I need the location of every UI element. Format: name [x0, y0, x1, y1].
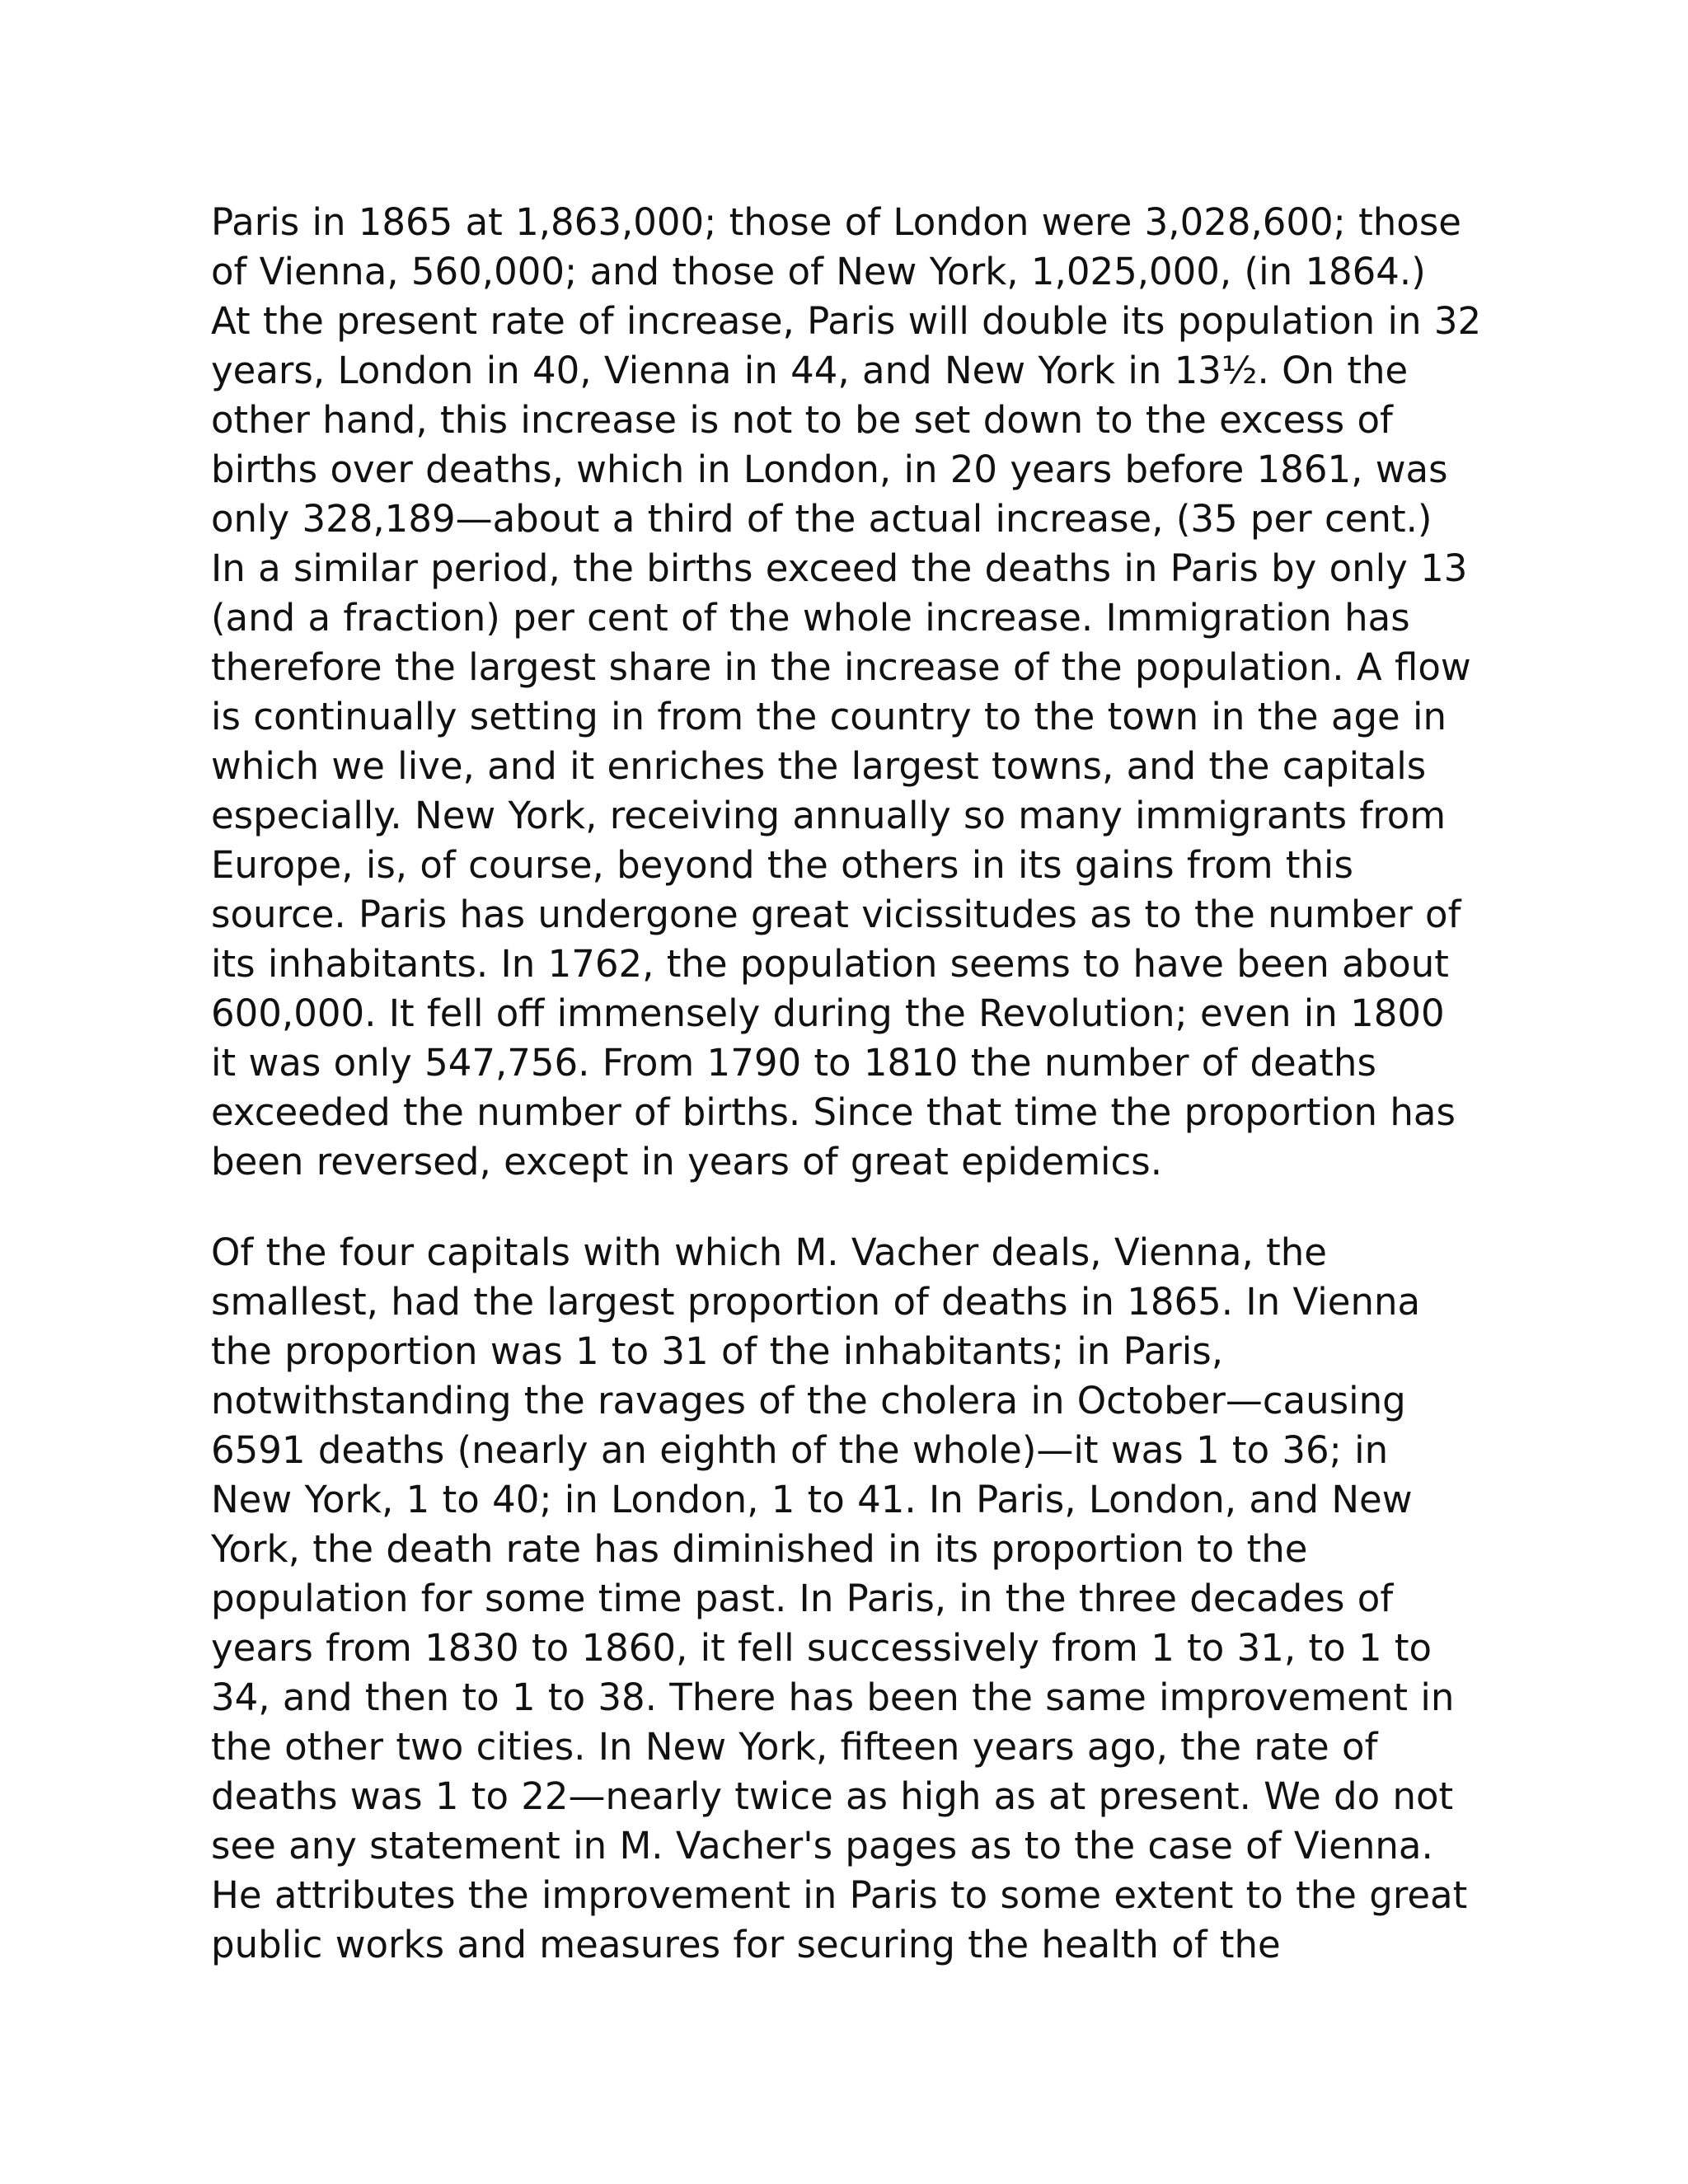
text-line: Europe, is, of course, beyond the others in its gains from this — [211, 843, 1353, 887]
text-line: public works and measures for securing the health of the — [211, 1923, 1281, 1966]
text-line: New York, 1 to 40; in London, 1 to 41. In Paris, London, and New — [211, 1478, 1413, 1521]
text-line: especially. New York, receiving annually so many immigrants from — [211, 794, 1447, 837]
text-line: 34, and then to 1 to 38. There has been the same improvement in — [211, 1675, 1455, 1719]
text-line: other hand, this increase is not to be set down to the excess of — [211, 398, 1393, 442]
text-line: Of the four capitals with which M. Vacher deals, Vienna, the — [211, 1230, 1327, 1274]
paragraph-2 — [211, 1228, 1497, 1970]
text-line: therefore the largest share in the increase of the population. A flow — [211, 645, 1471, 689]
text-line: York, the death rate has diminished in its proportion to the — [211, 1527, 1308, 1571]
text-line: see any statement in M. Vacher's pages as to the case of Vienna. — [211, 1824, 1433, 1868]
text-line: (and a fraction) per cent of the whole increase. Immigration has — [211, 596, 1410, 640]
text-line: deaths was 1 to 22—nearly twice as high as at present. We do not — [211, 1774, 1454, 1818]
text-line: the other two cities. In New York, fifteen years ago, the rate of — [211, 1725, 1378, 1769]
text-line: smallest, had the largest proportion of deaths in 1865. In Vienna — [211, 1280, 1421, 1324]
text-line: exceeded the number of births. Since that time the proportion has — [211, 1090, 1456, 1134]
text-line: population for some time past. In Paris, in the three decades of — [211, 1577, 1394, 1620]
text-line: of Vienna, 560,000; and those of New York, 1,025,000, (in 1864.) — [211, 250, 1426, 293]
paragraph-1 — [211, 198, 1497, 1187]
text-line: Paris in 1865 at 1,863,000; those of London were 3,028,600; those — [211, 200, 1461, 244]
text-line: years from 1830 to 1860, it fell successively from 1 to 31, to 1 to — [211, 1626, 1432, 1670]
text-line: notwithstanding the ravages of the cholera in October—causing — [211, 1379, 1406, 1422]
text-line: it was only 547,756. From 1790 to 1810 the number of deaths — [211, 1041, 1376, 1085]
text-line: which we live, and it enriches the largest towns, and the capitals — [211, 744, 1427, 788]
text-line: He attributes the improvement in Paris to some extent to the great — [211, 1873, 1468, 1917]
text-line: been reversed, except in years of great epidemics. — [211, 1140, 1163, 1183]
text-line: In a similar period, the births exceed the deaths in Paris by only 13 — [211, 546, 1468, 590]
text-line: only 328,189—about a third of the actual increase, (35 per cent.) — [211, 497, 1432, 541]
text-line: At the present rate of increase, Paris will double its population in 32 — [211, 299, 1482, 343]
text-line: years, London in 40, Vienna in 44, and New York in 13½. On the — [211, 349, 1409, 392]
text-line: 6591 deaths (nearly an eighth of the whole)—it was 1 to 36; in — [211, 1428, 1389, 1472]
text-line: the proportion was 1 to 31 of the inhabitants; in Paris, — [211, 1329, 1224, 1373]
text-line: its inhabitants. In 1762, the population seems to have been about — [211, 942, 1449, 986]
document-page — [211, 198, 1497, 1970]
text-line: is continually setting in from the country to the town in the age in — [211, 695, 1447, 738]
text-line: source. Paris has undergone great vicissitudes as to the number of — [211, 893, 1461, 936]
text-line: 600,000. It fell off immensely during the Revolution; even in 1800 — [211, 991, 1445, 1035]
text-line: births over deaths, which in London, in 20 years before 1861, was — [211, 448, 1448, 491]
